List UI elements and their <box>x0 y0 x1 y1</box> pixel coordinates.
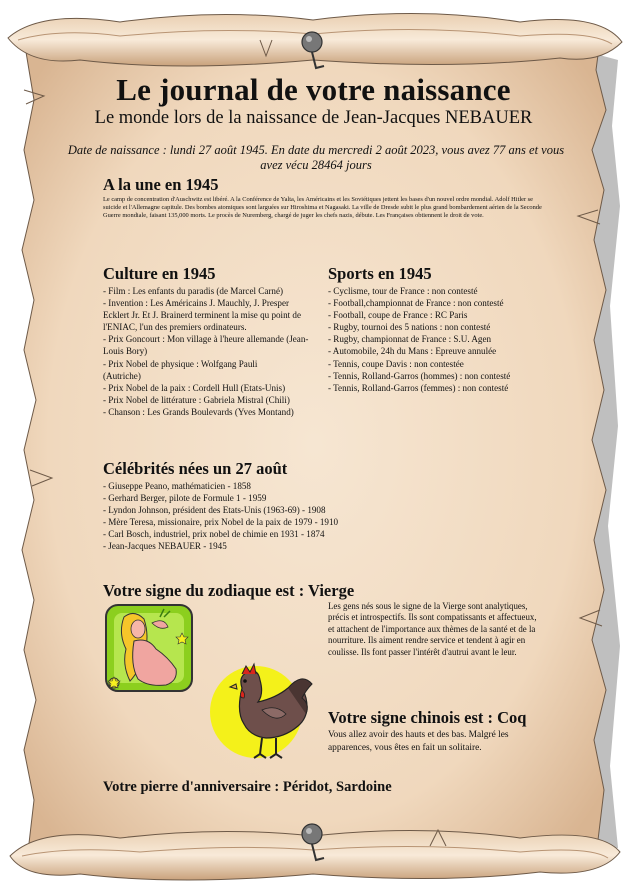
une-text: Le camp de concentration d'Auschwitz est libéré. A la Conférence de Yalta, les Américains et les Soviétiques jettent les bases d'un nouvel ordre mondial. Adolf Hitler se suicide et l'Allemagne capitule. Des bombes atomiques sont larguées sur Hiroshima et Nagasaki. La ville de Dresde subit le plus grand bombardement aérien de la Seconde Guerre mondiale, faisant 135,000 morts. Le procès de Nuremberg, chargé de juger les chefs nazis, débute. Les Françaises obtiennent le droit de vote. <box>103 196 542 219</box>
une-heading: A la une en 1945 <box>103 175 219 194</box>
chinois-section <box>328 708 578 755</box>
bottom-pin-icon <box>298 822 328 864</box>
culture-section <box>103 264 317 418</box>
list-item: - Prix Nobel de littérature : Gabriela Mistral (Chili) <box>103 394 290 405</box>
chinois-heading: Votre signe chinois est : Coq <box>328 708 527 727</box>
birth-date-line: Date de naissance : lundi 27 août 1945. En date du mercredi 2 août 2023, vous avez 77 ans et vous avez vécu 28464 jours <box>67 143 565 172</box>
list-item: - Cyclisme, tour de France : non contesté <box>328 286 478 296</box>
list-item: - Chanson : Les Grands Boulevards (Yves Montand) <box>103 406 294 417</box>
page-subtitle: Le monde lors de la naissance de Jean-Jacques NEBAUER <box>94 108 533 128</box>
list-item: - Rugby, championnat de France : S.U. Agen <box>328 334 492 345</box>
list-item: - Tennis, coupe Davis : non contestée <box>328 358 464 369</box>
zodiaque-heading: Votre signe du zodiaque est : Vierge <box>103 581 355 600</box>
list-item: - Giuseppe Peano, mathématicien - 1858 <box>103 481 251 491</box>
celebrites-section <box>103 459 403 553</box>
list-item: - Tennis, Rolland-Garros (femmes) : non contesté <box>328 382 509 393</box>
list-item: - Invention : Les Américains J. Mauchly, J. Presper Ecklert Jr. Et J. Brainerd terminent la mise qu point de l'ENIAC, l'un des premiers ordinateurs. <box>103 298 301 333</box>
list-item: - Jean-Jacques NEBAUER - 1945 <box>103 541 227 552</box>
top-pin-icon <box>298 30 328 72</box>
culture-heading: Culture en 1945 <box>103 264 216 283</box>
celebrites-list <box>103 480 403 553</box>
list-item: - Film : Les enfants du paradis (de Marcel Carné) <box>103 286 284 296</box>
list-item: - Mère Teresa, missionaire, prix Nobel de la paix de 1979 - 1910 <box>103 517 339 528</box>
list-item: - Prix Nobel de physique : Wolfgang Pauli (Autriche) <box>103 358 258 381</box>
rooster-sign-icon <box>206 654 316 766</box>
list-item: - Prix Goncourt : Mon village à l'heure allemande (Jean-Louis Bory) <box>103 334 309 357</box>
sports-section <box>328 264 568 394</box>
list-item: - Lyndon Johnson, président des Etats-Unis (1963-69) - 1908 <box>103 505 326 516</box>
list-item: - Carl Bosch, industriel, prix nobel de chimie en 1931 - 1874 <box>103 529 325 540</box>
pierre-line: Votre pierre d'anniversaire : Péridot, Sardoine <box>103 779 392 795</box>
list-item: - Football,championnat de France : non contesté <box>328 298 504 309</box>
chinois-text: Vous allez avoir des hauts et des bas. Malgré les apparences, vous êtes en fait un solitaire. <box>328 730 509 753</box>
culture-list <box>103 285 317 418</box>
list-item: - Prix Nobel de la paix : Cordell Hull (Etats-Unis) <box>103 382 286 393</box>
celebrites-heading: Célébrités nées un 27 août <box>103 459 288 478</box>
list-item: - Tennis, Rolland-Garros (hommes) : non contesté <box>328 370 511 381</box>
sports-list <box>328 285 568 394</box>
zodiaque-text: Les gens nés sous le signe de la Vierge sont analytiques, précis et introspectifs. Ils sont compatissants et affectueux, et attachent de l'importance aux thèmes de la santé et de la nourriture. Ils aiment rendre service et tendent à agir en coulisse. Ils font passer l'intérêt d'autrui avant le leur. <box>328 601 537 657</box>
list-item: - Football, coupe de France : RC Paris <box>328 310 468 321</box>
list-item: - Gerhard Berger, pilote de Formule 1 - 1959 <box>103 493 267 504</box>
virgo-sign-icon <box>104 603 196 693</box>
zodiaque-section <box>103 581 423 601</box>
list-item: - Automobile, 24h du Mans : Epreuve annulée <box>328 346 497 357</box>
sports-heading: Sports en 1945 <box>328 264 432 283</box>
list-item: - Rugby, tournoi des 5 nations : non contesté <box>328 322 491 333</box>
page-title: Le journal de votre naissance <box>116 72 511 107</box>
une-section <box>103 175 549 219</box>
